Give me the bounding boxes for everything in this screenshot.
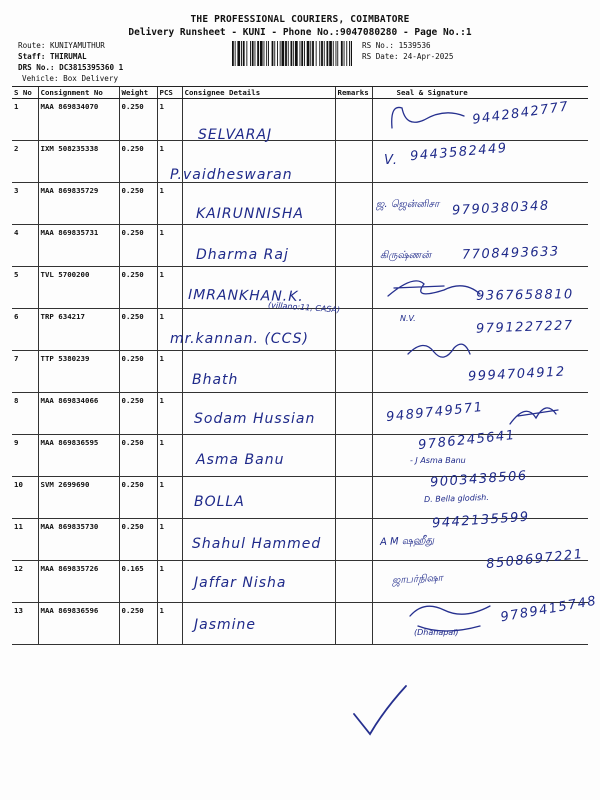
table-row: [12, 267, 588, 309]
row-sno: 10: [12, 477, 38, 519]
row-remarks: [335, 267, 372, 309]
row-consignee-details: [182, 393, 335, 435]
staff-label: Staff:: [18, 52, 46, 61]
handwritten-phone-number: 9994704912: [467, 364, 567, 385]
table-row: [12, 603, 588, 645]
row-pcs: 1: [157, 267, 182, 309]
col-weight: Weight: [119, 87, 157, 99]
row-sno: 8: [12, 393, 38, 435]
row-consignment-no: MAA 869835729: [38, 183, 119, 225]
row-weight: 0.250: [119, 435, 157, 477]
row-seal-signature: [372, 519, 588, 561]
row-consignee-details: [182, 309, 335, 351]
row-consignment-no: TRP 634217: [38, 309, 119, 351]
table-row: [12, 183, 588, 225]
row-consignee-details: [182, 267, 335, 309]
col-sno: S No: [12, 87, 38, 99]
row-consignee-details: [182, 141, 335, 183]
handwritten-consignee-name: Jasmine: [194, 617, 257, 633]
handwritten-phone-number: 9489749571: [385, 399, 485, 426]
row-remarks: [335, 603, 372, 645]
row-remarks: [335, 519, 372, 561]
table-row: [12, 561, 588, 603]
row-seal-signature: [372, 225, 588, 267]
col-consignee: Consignee Details: [182, 87, 335, 99]
vehicle-value: Box Delivery: [63, 74, 119, 83]
row-remarks: [335, 99, 372, 141]
row-consignee-details: [182, 99, 335, 141]
vehicle-row: [18, 73, 123, 84]
handwritten-consignee-name: SELVARAJ: [198, 127, 273, 143]
drs-label: DRS No.:: [18, 63, 55, 72]
row-sno: 2: [12, 141, 38, 183]
row-consignee-details: [182, 435, 335, 477]
row-sno: 5: [12, 267, 38, 309]
row-consignee-details: [182, 561, 335, 603]
row-seal-signature: [372, 141, 588, 183]
handwritten-address-note: (villano:11, CASA): [267, 300, 341, 315]
handwritten-consignee-name: Jaffar Nisha: [194, 575, 287, 591]
handwritten-signature-text: கிருஷ்ணன்: [380, 250, 432, 261]
handwritten-consignee-name: Sodam Hussian: [194, 411, 316, 427]
table-row: [12, 99, 588, 141]
handwritten-phone-number: 9443582449: [409, 140, 509, 165]
row-seal-signature: [372, 603, 588, 645]
row-sno: 11: [12, 519, 38, 561]
row-weight: 0.165: [119, 561, 157, 603]
rs-date-label: RS Date:: [362, 52, 399, 61]
staff-row: [18, 51, 123, 62]
handwritten-phone-number: 9789415748: [499, 593, 599, 626]
runsheet-table: [12, 86, 588, 645]
check-mark-icon: [350, 680, 410, 740]
rs-date-row: [362, 51, 453, 62]
handwritten-phone-number: 9790380348: [451, 198, 551, 219]
vehicle-label: Vehicle:: [22, 74, 59, 83]
handwritten-consignee-name: IMRANKHAN.K.: [187, 286, 304, 306]
row-consignee-details: [182, 519, 335, 561]
row-remarks: [335, 435, 372, 477]
table-row: [12, 435, 588, 477]
row-seal-signature: [372, 351, 588, 393]
handwritten-phone-number: 9003438506: [429, 468, 529, 491]
handwritten-consignee-name: BOLLA: [194, 494, 245, 510]
handwritten-phone-number: 9442135599: [431, 509, 531, 532]
row-pcs: 1: [157, 99, 182, 141]
handwritten-consignee-name: KAIRUNNISHA: [196, 206, 304, 222]
company-title: THE PROFESSIONAL COURIERS, COIMBATORE: [190, 14, 410, 25]
handwritten-signature-text: V.: [384, 153, 399, 168]
row-sno: 3: [12, 183, 38, 225]
row-consignee-details: [182, 225, 335, 267]
table-row: [12, 519, 588, 561]
row-weight: 0.250: [119, 309, 157, 351]
row-consignee-details: [182, 603, 335, 645]
handwritten-consignee-name: mr.kannan. (CCS): [170, 331, 309, 347]
staff-value: THIRUMAL: [50, 52, 87, 61]
row-seal-signature: [372, 477, 588, 519]
row-weight: 0.250: [119, 477, 157, 519]
table-row: [12, 225, 588, 267]
handwritten-phone-number: 9786245641: [417, 427, 517, 454]
handwritten-phone-number: 9791227227: [475, 318, 574, 337]
handwritten-phone-number: 9367658810: [475, 287, 574, 304]
row-remarks: [335, 225, 372, 267]
row-sno: 6: [12, 309, 38, 351]
runsheet-subtitle: Delivery Runsheet - KUNI - Phone No.:9047080280 - Page No.:1: [128, 27, 472, 38]
handwritten-signature-text: A M ஷஹீது: [379, 535, 435, 548]
row-seal-signature: [372, 99, 588, 141]
rs-no-value: 1539536: [398, 41, 431, 50]
route-label: Route:: [18, 41, 46, 50]
row-consignment-no: MAA 869835730: [38, 519, 119, 561]
row-sno: 7: [12, 351, 38, 393]
row-consignment-no: MAA 869834070: [38, 99, 119, 141]
row-pcs: 1: [157, 561, 182, 603]
col-remarks: Remarks: [335, 87, 372, 99]
route-value: KUNIYAMUTHUR: [50, 41, 105, 50]
row-pcs: 1: [157, 183, 182, 225]
barcode: [232, 41, 352, 66]
row-remarks: [335, 351, 372, 393]
row-seal-signature: [372, 561, 588, 603]
row-seal-signature: [372, 183, 588, 225]
col-signature: Seal & Signature: [372, 87, 588, 99]
route-row: [18, 40, 123, 51]
table-row: [12, 309, 588, 351]
rs-date-value: 24-Apr-2025: [403, 52, 454, 61]
row-pcs: 1: [157, 351, 182, 393]
row-weight: 0.250: [119, 519, 157, 561]
handwritten-phone-number: 9442842777: [471, 99, 571, 128]
row-remarks: [335, 183, 372, 225]
row-consignment-no: TVL 5700200: [38, 267, 119, 309]
row-weight: 0.250: [119, 267, 157, 309]
handwritten-phone-number: 7708493633: [461, 244, 560, 263]
rs-info: [362, 40, 453, 62]
row-remarks: [335, 393, 372, 435]
handwritten-signature-text: ஜ. ஜென்னிசா: [376, 199, 440, 210]
handwritten-consignee-name: P.vaidheswaran: [170, 167, 293, 183]
table-row: [12, 477, 588, 519]
row-weight: 0.250: [119, 183, 157, 225]
row-weight: 0.250: [119, 99, 157, 141]
table-row: [12, 393, 588, 435]
handwritten-signature-text: (Dhanapal): [414, 628, 459, 637]
row-weight: 0.250: [119, 141, 157, 183]
handwritten-consignee-name: Bhath: [192, 372, 239, 388]
table-row: [12, 351, 588, 393]
rs-no-row: [362, 40, 453, 51]
row-sno: 12: [12, 561, 38, 603]
row-seal-signature: [372, 435, 588, 477]
row-consignment-no: MAA 869835726: [38, 561, 119, 603]
row-seal-signature: [372, 309, 588, 351]
handwritten-signature-text: D. Bella glodish.: [423, 492, 489, 505]
handwritten-signature-text: N.V.: [400, 314, 416, 323]
table-row: [12, 141, 588, 183]
row-consignment-no: MAA 869835731: [38, 225, 119, 267]
drs-value: DC3815395360 1: [59, 63, 124, 72]
row-weight: 0.250: [119, 351, 157, 393]
handwritten-phone-number: 8508697221: [485, 546, 585, 573]
row-consignment-no: SVM 2699690: [38, 477, 119, 519]
handwritten-consignee-name: Shahul Hammed: [192, 536, 322, 552]
row-sno: 1: [12, 99, 38, 141]
row-sno: 9: [12, 435, 38, 477]
row-weight: 0.250: [119, 603, 157, 645]
handwritten-consignee-name: Asma Banu: [196, 452, 285, 468]
row-pcs: 1: [157, 309, 182, 351]
row-seal-signature: [372, 267, 588, 309]
row-consignee-details: [182, 183, 335, 225]
row-remarks: [335, 141, 372, 183]
table-header-row: [12, 87, 588, 99]
row-remarks: [335, 477, 372, 519]
row-seal-signature: [372, 393, 588, 435]
row-pcs: 1: [157, 603, 182, 645]
handwritten-signature-text: ஜாபர்நிஷா: [391, 572, 444, 587]
col-pcs: PCS: [157, 87, 182, 99]
row-remarks: [335, 561, 372, 603]
row-pcs: 1: [157, 435, 182, 477]
row-remarks: [335, 309, 372, 351]
row-pcs: 1: [157, 393, 182, 435]
row-pcs: 1: [157, 141, 182, 183]
drs-row: [18, 62, 123, 73]
row-consignee-details: [182, 351, 335, 393]
col-consignment: Consignment No: [38, 87, 119, 99]
row-consignment-no: MAA 869834066: [38, 393, 119, 435]
row-consignment-no: IXM 508235338: [38, 141, 119, 183]
row-consignee-details: [182, 477, 335, 519]
row-consignment-no: MAA 869836595: [38, 435, 119, 477]
row-pcs: 1: [157, 225, 182, 267]
row-weight: 0.250: [119, 225, 157, 267]
row-pcs: 1: [157, 477, 182, 519]
handwritten-signature-text: - J Asma Banu: [410, 456, 466, 465]
row-pcs: 1: [157, 519, 182, 561]
row-consignment-no: MAA 869836596: [38, 603, 119, 645]
row-weight: 0.250: [119, 393, 157, 435]
row-sno: 4: [12, 225, 38, 267]
header-details: [18, 40, 123, 84]
rs-no-label: RS No.:: [362, 41, 395, 50]
row-consignment-no: TTP 5380239: [38, 351, 119, 393]
row-sno: 13: [12, 603, 38, 645]
handwritten-consignee-name: Dharma Raj: [196, 247, 289, 263]
